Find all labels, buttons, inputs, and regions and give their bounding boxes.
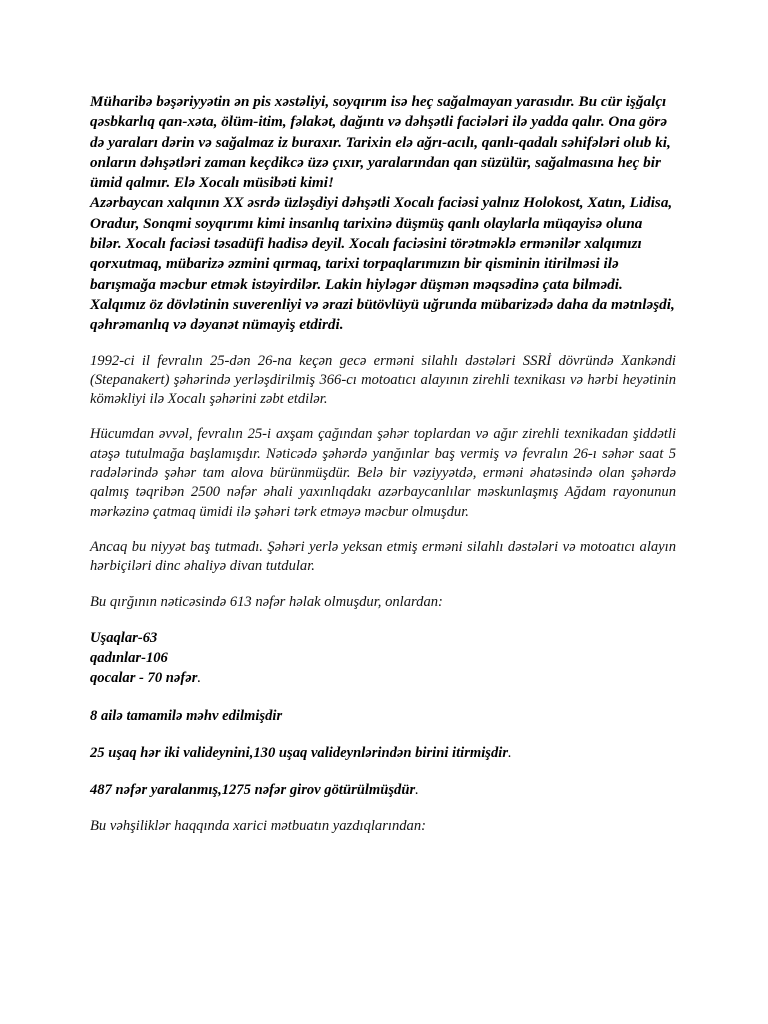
stat-women: qadınlar-106	[90, 649, 168, 666]
fact-wounded-text: 487 nəfər yaralanmış,1275 nəfər girov götürülmüşdür	[90, 781, 416, 798]
paragraph-occupation: 1992-ci il fevralın 25-dən 26-na keçən gecə erməni silahlı dəstələri SSRİ dövründə Xankəndi (Stepanakert) şəhərində yerləşdirilmiş 366-cı motoatıcı alayının zirehli texnikası və hərbi heyətinin köməkliyi ilə Xocalı şəhərini zəbt etdilər.	[90, 352, 676, 408]
fact-orphans-period: .	[508, 744, 512, 761]
intro-block	[90, 92, 676, 336]
stat-elderly-text: qocalar - 70 nəfər	[90, 669, 198, 686]
paragraph-casualties-intro: Bu qırğının nəticəsində 613 nəfər həlak olmuşdur, onlardan:	[90, 593, 443, 610]
fact-families: 8 ailə tamamilə məhv edilmişdir	[90, 707, 283, 724]
stat-children: Uşaqlar-63	[90, 629, 158, 646]
fact-wounded	[90, 780, 676, 800]
casualty-stats	[90, 628, 676, 688]
fact-orphans-text: 25 uşaq hər iki valideynini,130 uşaq valideynlərindən birini itirmişdir	[90, 744, 508, 761]
stat-elderly	[90, 668, 676, 688]
fact-wounded-period: .	[415, 781, 419, 798]
paragraph-massacre: Ancaq bu niyyət baş tutmadı. Şəhəri yerlə yeksan etmiş erməni silahlı dəstələri və motoatıcı alayın hərbiçiləri dinc əhaliyə divan tutdular.	[90, 538, 676, 575]
paragraph-attack: Hücumdan əvvəl, fevralın 25-i axşam çağından şəhər toplardan və ağır zirehli texnikadan şiddətli atəşə tutulmağa başlamışdır. Nəticədə şəhərdə yanğınlar baş vermiş və fevralın 26-ı səhər saat 5 radələrində şəhər tam alova bürünmüşdür. Belə bir vəziyyətdə, erməni əhatəsində olan şəhərdə qalmış təqribən 2500 nəfər əhali yaxınlıqdakı azərbaycanlılar məskunlaşmış Ağdam rayonunun mərkəzinə çatmaq ümidi ilə şəhəri tərk etməyə məcbur olmuşdur.	[90, 426, 676, 520]
stat-elderly-period: .	[197, 669, 202, 686]
paragraph-closing: Bu vəhşiliklər haqqında xarici mətbuatın yazdıqlarından:	[90, 817, 427, 834]
intro-paragraph-1: Müharibə bəşəriyyətin ən pis xəstəliyi, soyqırım isə heç sağalmayan yarasıdır. Bu cür işğalçı qəsbkarlıq qan-xəta, ölüm-itim, fəlakət, dağıntı və dəhşətli faciələri ilə yadda qalır. Ona görə də yaraları dərin və sağalmaz iz buraxır. Tarixin elə ağrı-acılı, qanlı-qadalı səhifələri olub ki, onların dəhşətləri zaman keçdikcə üzə çıxır, yaralarından qan süzülür, sağalmasına heç bir ümid qalmır. Elə Xocalı müsibəti kimi!	[90, 93, 671, 192]
fact-orphans	[90, 743, 676, 763]
intro-paragraph-2: Azərbaycan xalqının XX əsrdə üzləşdiyi dəhşətli Xocalı faciəsi yalnız Holokost, Xatın, Lidisa, Oradur, Sonqmi soyqırımı kimi insanlıq tarixinə düşmüş qanlı olaylarla müqayisə oluna bilər. Xocalı faciəsi təsadüfi hadisə deyil. Xocalı faciəsini törətməklə ermənilər xalqımızı qorxutmaq, mübarizə əzmini qırmaq, tarixi torpaqlarımızın bir qisminin itirilməsi ilə barışmağa məcbur etmək istəyirdilər. Lakin hiyləgər düşmən məqsədinə çata bilmədi. Xalqımız öz dövlətinin suverenliyi və ərazi bütövlüyü uğrunda mübarizədə daha da mətnləşdi, qəhrəmanlıq və dəyanət nümayiş etdirdi.	[90, 194, 675, 334]
